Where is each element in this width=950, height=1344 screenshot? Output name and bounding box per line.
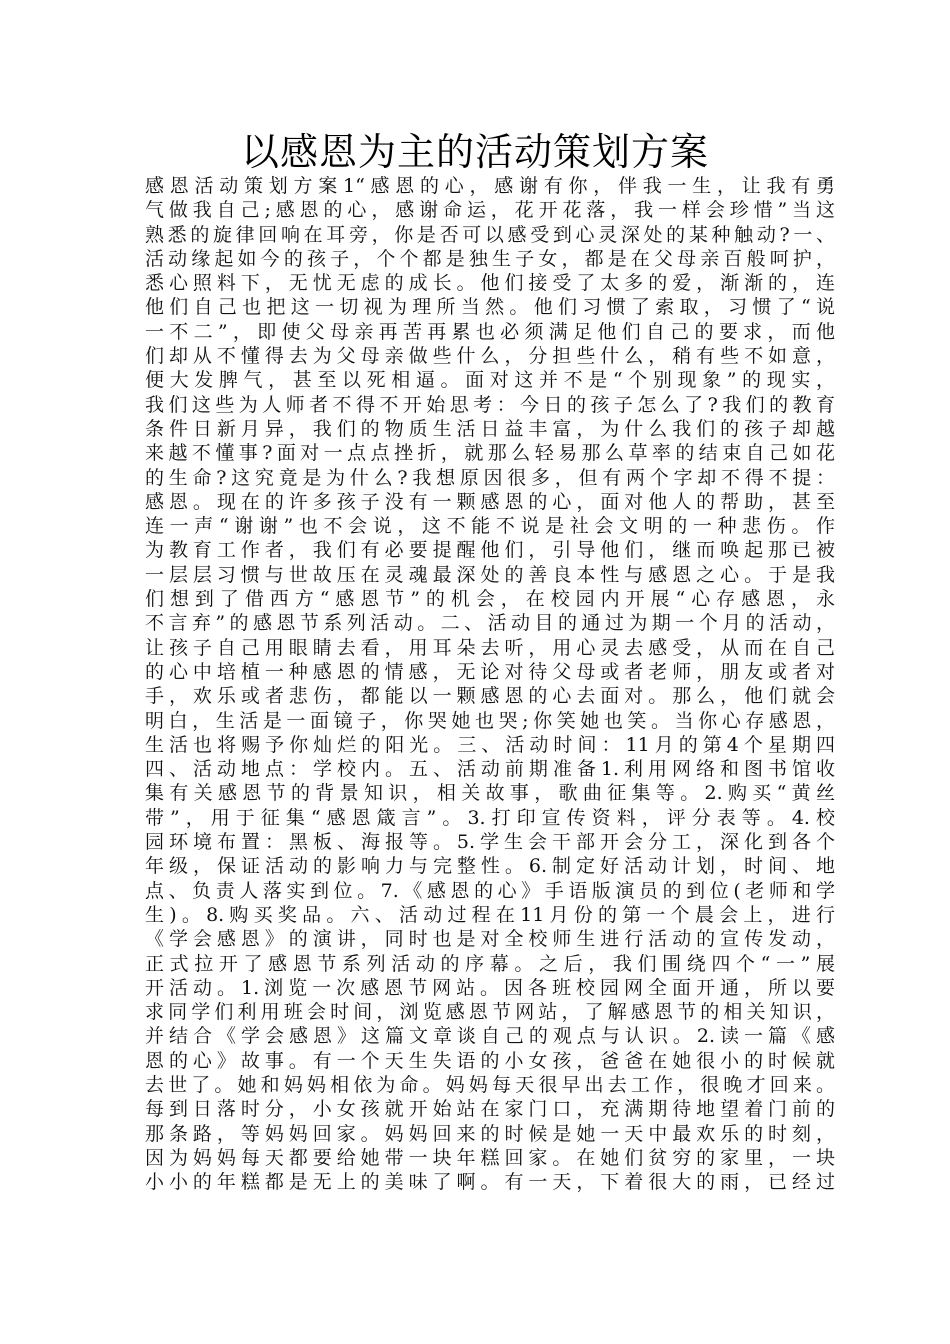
body-text-line: 生活也将赐予你灿烂的阳光。三、活动时间：11月的第4个星期四	[145, 733, 835, 756]
body-text-line: 我们这些为人师者不得不开始思考：今日的孩子怎么了?我们的教育	[145, 393, 835, 416]
body-text-line: 不言弃”的感恩节系列活动。二、活动目的通过为期一个月的活动，	[145, 612, 835, 635]
body-text-line: 的心中培植一种感恩的情感，无论对待父母或者老师，朋友或者对	[145, 660, 835, 683]
body-text-line: 开活动。1.浏览一次感恩节网站。因各班校园网全面开通，所以要	[145, 976, 835, 999]
body-text-line: 小小的年糕都是无上的美味了啊。有一天，下着很大的雨，已经过	[145, 1171, 835, 1194]
body-text-line: 去世了。她和妈妈相依为命。妈妈每天很早出去工作，很晚才回来。	[145, 1073, 835, 1096]
body-text-line: 年级，保证活动的影响力与完整性。6.制定好活动计划，时间、地	[145, 855, 835, 878]
body-text-line: 感恩。现在的许多孩子没有一颗感恩的心，面对他人的帮助，甚至	[145, 490, 835, 513]
document-title: 以感恩为主的活动策划方案	[240, 130, 709, 174]
body-text-line: 那条路，等妈妈回家。妈妈回来的时候是她一天中最欢乐的时刻，	[145, 1122, 835, 1145]
body-text-line: 点、负责人落实到位。7.《感恩的心》手语版演员的到位(老师和学	[145, 879, 835, 902]
body-text-line: 明白，生活是一面镜子，你哭她也哭;你笑她也笑。当你心存感恩，	[145, 709, 835, 732]
body-text-line: 为教育工作者，我们有必要提醒他们，引导他们，继而唤起那已被	[145, 539, 835, 562]
body-text-line: 园环境布置：黑板、海报等。5.学生会干部开会分工，深化到各个	[145, 831, 835, 854]
body-text-line: 每到日落时分，小女孩就开始站在家门口，充满期待地望着门前的	[145, 1098, 835, 1121]
body-text-line: 气做我自己;感恩的心，感谢命运，花开花落，我一样会珍惜”当这	[145, 199, 835, 222]
body-text-line: 正式拉开了感恩节系列活动的序幕。之后，我们围绕四个“一”展	[145, 952, 835, 975]
body-text-line: 条件日新月异，我们的物质生活日益丰富，为什么我们的孩子却越	[145, 417, 835, 440]
body-text-line: 他们自己也把这一切视为理所当然。他们习惯了索取，习惯了“说	[145, 296, 835, 319]
body-text-line: 因为妈妈每天都要给她带一块年糕回家。在她们贫穷的家里，一块	[145, 1146, 835, 1169]
body-text-line: 一层层习惯与世故压在灵魂最深处的善良本性与感恩之心。于是我	[145, 563, 835, 586]
body-text-line: 的生命?这究竟是为什么?我想原因很多，但有两个字却不得不提：	[145, 466, 835, 489]
document-body	[145, 174, 835, 1194]
body-text-line: 手，欢乐或者悲伤，都能以一颗感恩的心去面对。那么，他们就会	[145, 685, 835, 708]
body-text-line: 带”，用于征集“感恩箴言”。3.打印宣传资料，评分表等。4.校	[145, 806, 835, 829]
body-text-line: 让孩子自己用眼睛去看，用耳朵去听，用心灵去感受，从而在自己	[145, 636, 835, 659]
body-text-line: 连一声“谢谢”也不会说，这不能不说是社会文明的一种悲伤。作	[145, 515, 835, 538]
body-text-line: 们想到了借西方“感恩节”的机会，在校园内开展“心存感恩，永	[145, 588, 835, 611]
body-text-line: 集有关感恩节的背景知识，相关故事，歌曲征集等。2.购买“黄丝	[145, 782, 835, 805]
body-text-line: 感恩活动策划方案1“感恩的心，感谢有你，伴我一生，让我有勇	[145, 175, 835, 197]
body-text-line: 四、活动地点：学校内。五、活动前期准备1.利用网络和图书馆收	[145, 758, 835, 781]
body-text-line: 恩的心》故事。有一个天生失语的小女孩，爸爸在她很小的时候就	[145, 1049, 835, 1072]
body-text-line: 们却从不懂得去为父母亲做些什么，分担些什么，稍有些不如意，	[145, 345, 835, 368]
body-text-line: 来越不懂事?面对一点点挫折，就那么轻易那么草率的结束自己如花	[145, 442, 835, 465]
body-text-line: 生)。8.购买奖品。六、活动过程在11月份的第一个晨会上，进行	[145, 903, 835, 926]
body-text-line: 一不二”，即使父母亲再苦再累也必须满足他们自己的要求，而他	[145, 320, 835, 343]
body-text-line: 便大发脾气，甚至以死相逼。面对这并不是“个别现象”的现实，	[145, 369, 835, 392]
body-text-line: 熟悉的旋律回响在耳旁，你是否可以感受到心灵深处的某种触动?一、	[145, 223, 835, 246]
body-text-line: 并结合《学会感恩》这篇文章谈自己的观点与认识。2.读一篇《感	[145, 1025, 835, 1048]
body-text-line: 悉心照料下，无忧无虑的成长。他们接受了太多的爱，渐渐的，连	[145, 272, 835, 295]
body-text-line: 《学会感恩》的演讲，同时也是对全校师生进行活动的宣传发动，	[145, 928, 835, 951]
body-text-line: 活动缘起如今的孩子，个个都是独生子女，都是在父母亲百般呵护，	[145, 247, 835, 270]
body-text-line: 求同学们利用班会时间，浏览感恩节网站，了解感恩节的相关知识，	[145, 1001, 835, 1024]
